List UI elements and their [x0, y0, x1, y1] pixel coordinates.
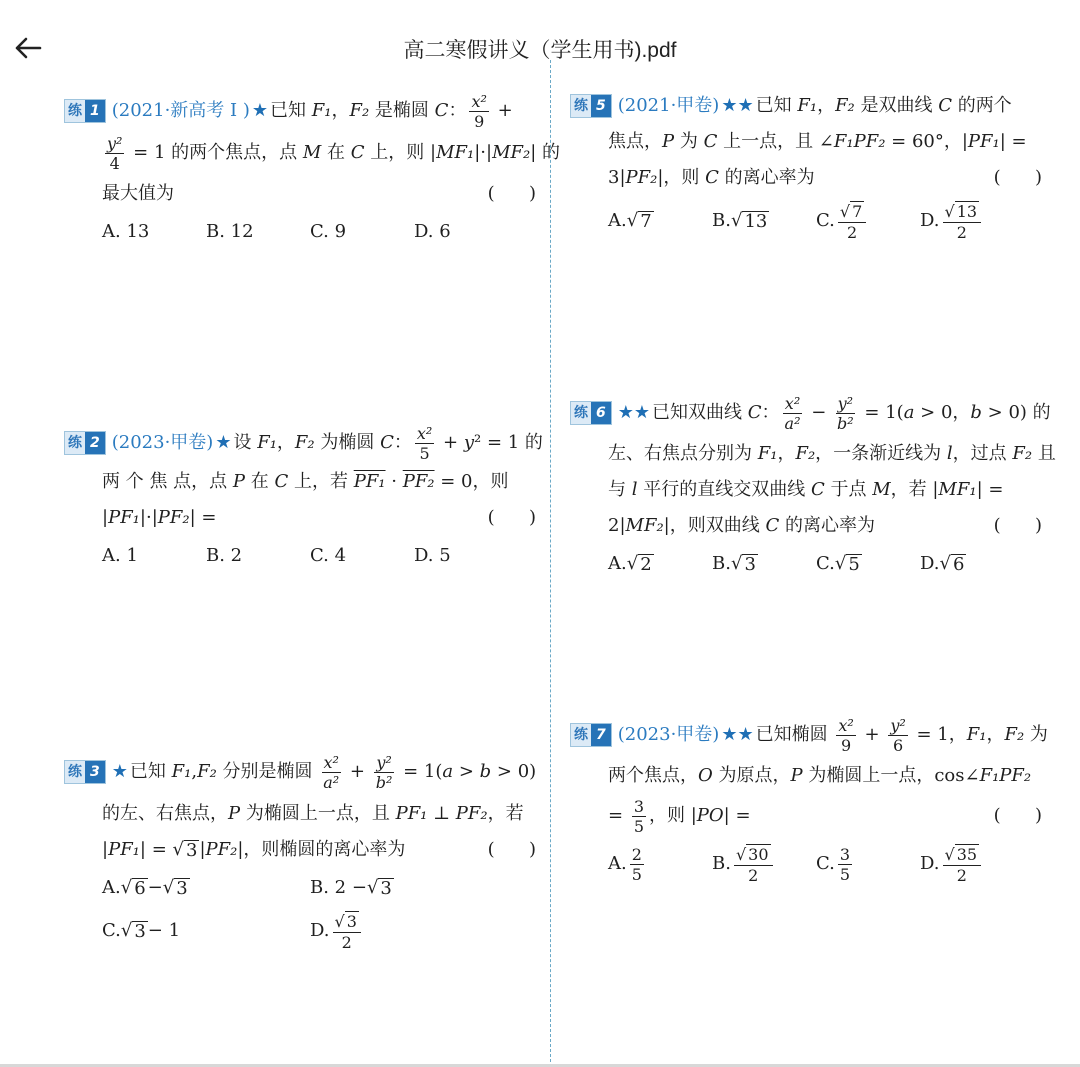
problem-3: 练 3 ★ 已知 F₁ , F₂ 分别是椭圆 $\frac{\text{x²}}{\text{a²}}$ + $\frac{\text{y²}}{\text{b²}}$ = 1( a > b > 0) 的左、右焦点， P 为椭圆上一点，且 PF₁ ⊥ PF₂ ，若 | PF₁ | = √ 3 | PF₂ |，则椭圆的离心率为 ( ) A. √ 6 − √ 3 B. 2 − √ 3 C. √ 3 − 1 D. √ 3 2: [64, 748, 536, 954]
difficulty-stars: ★★: [617, 402, 651, 423]
fraction: $\frac{\text{x²}}{\text{a²}}$: [323, 752, 340, 792]
fraction: $\frac{\text{y²}}{4}$: [107, 133, 123, 173]
column-divider: [550, 60, 551, 1067]
problem-5: 练 5 (2021·甲卷) ★★ 已知 F₁ ， F₂ 是双曲线 C 的两个 焦点， P 为 C 上一点，且 ∠ F₁PF₂ = 60°，| PF₁ | = 3| PF₂ |，则 C 的离心率为 ( ) A. √ 7 B. √ 13 C. √ 7 2 D. √ 13 2: [570, 88, 1042, 246]
option-a: A. 13: [102, 221, 150, 242]
option-c: C. √ 7 2: [816, 201, 920, 242]
fraction: $\frac{\text{x²}}{5}$: [416, 423, 433, 463]
problem-2: 练 2 (2023·甲卷) ★ 设 F₁ ， F₂ 为椭圆 C ： $\frac{\text{x²}}{5}$ + y ² = 1 的 两 个 焦 点，点 P 在 C 上，若 PF₁ · PF₂ = 0，则 | PF₁ |·| PF₂ | = ( ) A. 1 B. 2 C. 4 D. 5: [64, 422, 536, 576]
problem-6: 练 6 ★★ 已知双曲线 C ： $\frac{\text{x²}}{\text{a²}}$ − $\frac{\text{y²}}{\text{b²}}$ = 1( a > 0， b > 0) 的 左、右焦点分别为 F₁ ， F₂ ，一条渐近线为 l ，过点 F₂ 且 与 l 平行的直线交双曲线 C 于点 M ，若 | MF₁ | = 2| MF₂ |，则双曲线 C 的离心率为 ( ) A. √ 2 B. √ 3 C. √ 5 D. √ 6: [570, 390, 1042, 584]
answer-bracket: ( ): [487, 507, 536, 528]
option-a: A. √ 7: [608, 210, 652, 232]
option-c: C. √ 3 − 1: [102, 920, 181, 942]
option-b: B. √ 3: [712, 553, 756, 575]
option-a: A. √ 6 − √ 3: [102, 877, 188, 899]
fraction: $\frac{\text{x²}}{9}$: [838, 715, 854, 755]
problem-badge: 练 5: [570, 94, 612, 118]
option-a: A. 1: [102, 545, 138, 566]
problem-7: 练 7 (2023·甲卷) ★★ 已知椭圆 $\frac{\text{x²}}{9}$ + $\frac{\text{y²}}{6}$ = 1， F₁ ， F₂ 为 两个焦点， O 为原点， P 为椭圆上一点，cos∠ F₁PF₂ = $\frac{3}{5}$ ，则 | PO | = ( ) A. $\frac{2}{5}$ B. √ 30 2 C. $\frac{3}{5}$ D. √ 35 2: [570, 712, 1042, 890]
problem-source: (2023·甲卷): [617, 724, 720, 745]
problem-badge: 练 6: [570, 401, 612, 425]
option-a: A. $\frac{2}{5}$: [608, 844, 642, 884]
problem-badge: 练 3: [64, 760, 106, 784]
option-c: C. 4: [310, 545, 347, 566]
fraction: $\frac{\text{y²}}{\text{b²}}$: [375, 752, 393, 792]
answer-bracket: ( ): [993, 167, 1042, 188]
problem-source: (2021·新高考 I ): [111, 100, 250, 121]
difficulty-stars: ★: [251, 100, 269, 121]
option-d: D. √ 35 2: [920, 844, 1024, 885]
option-a: A. √ 2: [608, 553, 652, 575]
option-c: C. 9: [310, 221, 347, 242]
option-b: B. √ 30 2: [712, 844, 816, 885]
answer-bracket: ( ): [487, 839, 536, 860]
problem-1: 练 1 (2021·新高考 I ) ★ 已知 F₁ ， F₂ 是椭圆 C ： $\frac{\text{x²}}{9}$ + $\frac{\text{y²}}{4}$ = 1 的两个焦点，点 M 在 C 上，则 | MF₁ |·| MF₂ | 的 最大值为 ( ) A. 13 B. 12 C. 9 D. 6: [64, 92, 536, 252]
option-d: D. √ 6: [920, 553, 965, 575]
document-title: 高二寒假讲义（学生用书).pdf: [403, 39, 677, 62]
difficulty-stars: ★: [215, 432, 232, 453]
option-b: B. 2 − √ 3: [310, 877, 392, 899]
difficulty-stars: ★: [111, 761, 128, 782]
option-c: C. √ 5: [816, 553, 860, 575]
difficulty-stars: ★★: [721, 95, 754, 116]
answer-bracket: ( ): [487, 183, 536, 204]
fraction: $\frac{\text{y²}}{6}$: [890, 715, 906, 755]
difficulty-stars: ★★: [721, 724, 754, 745]
option-b: B. √ 13: [712, 210, 768, 232]
problem-badge: 练 2: [64, 431, 106, 455]
problem-source: (2023·甲卷): [111, 432, 214, 453]
answer-bracket: ( ): [993, 515, 1042, 536]
option-b: B. 12: [206, 221, 254, 242]
problem-source: (2021·甲卷): [617, 95, 720, 116]
option-b: B. 2: [206, 545, 243, 566]
problem-badge: 练 7: [570, 723, 612, 747]
top-bar: [0, 0, 1080, 92]
option-d: D. √ 13 2: [920, 201, 1024, 242]
answer-bracket: ( ): [993, 805, 1042, 826]
option-d: D. √ 3 2: [310, 911, 518, 952]
option-c: C. $\frac{3}{5}$: [816, 844, 851, 884]
problem-badge: 练 1: [64, 99, 106, 123]
fraction: $\frac{\text{y²}}{\text{b²}}$: [837, 393, 854, 433]
option-d: D. 6: [414, 221, 451, 242]
fraction: $\frac{\text{x²}}{9}$: [471, 91, 487, 131]
fraction: $\frac{\text{x²}}{\text{a²}}$: [784, 393, 801, 433]
option-d: D. 5: [414, 545, 451, 566]
fraction: $\frac{3}{5}$: [633, 796, 644, 836]
